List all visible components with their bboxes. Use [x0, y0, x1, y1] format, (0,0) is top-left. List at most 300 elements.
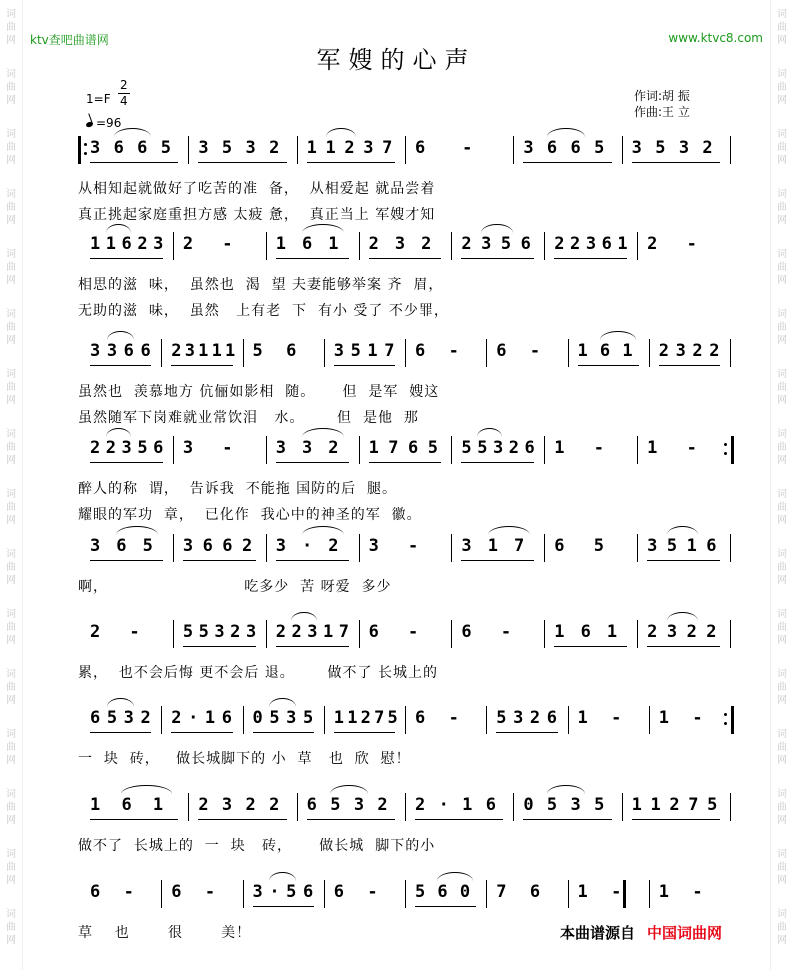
jianpu-note: 3 — [461, 536, 472, 556]
watermark-char: 网 — [6, 635, 16, 646]
barline — [405, 706, 406, 734]
watermark-char: 词 — [777, 909, 787, 920]
jianpu-note: 6 — [415, 708, 426, 728]
jianpu-note: 3 — [481, 234, 492, 254]
jianpu-note: 6 — [546, 138, 558, 158]
dash-note: - — [611, 708, 622, 728]
jianpu-note: 3 — [333, 341, 344, 361]
jianpu-note: 3 — [275, 438, 286, 458]
barline — [730, 620, 731, 648]
jianpu-note: 7 — [384, 341, 395, 361]
beam-underline — [659, 365, 720, 366]
notation-line — [78, 708, 738, 738]
watermark-char: 词 — [777, 549, 787, 560]
jianpu-note: 7 — [496, 882, 507, 902]
final-barline — [623, 880, 626, 908]
jianpu-note: 2 — [570, 234, 581, 254]
barline — [266, 534, 267, 562]
watermark-char: 词 — [6, 549, 16, 560]
watermark-block — [0, 600, 22, 660]
watermark-char: 曲 — [6, 742, 16, 753]
jianpu-note: 1 — [554, 622, 565, 642]
source-note — [560, 922, 722, 943]
watermark-block — [771, 300, 793, 360]
jianpu-note: 3 — [678, 138, 690, 158]
barline — [324, 339, 325, 367]
lyric-line-2: 真正挑起家庭重担方感 太疲 惫， 真正当上 军嫂才知 — [78, 207, 436, 223]
watermark-char: 词 — [777, 129, 787, 140]
watermark-block — [0, 660, 22, 720]
watermark-char: 词 — [777, 369, 787, 380]
jianpu-note: 2 — [647, 234, 658, 254]
watermark-char: 词 — [6, 369, 16, 380]
lyric-line-2: 虽然随军下岗难就业常饮泪 水。 但 是他 那 — [78, 410, 419, 426]
lyric-line-1: 草 也 很 美！ — [78, 925, 252, 941]
watermark-char: 网 — [777, 215, 787, 226]
jianpu-note: 5 — [546, 795, 558, 815]
jianpu-note: 2 — [182, 234, 194, 254]
jianpu-note: 2 — [171, 341, 182, 361]
beam-underline — [647, 560, 720, 561]
jianpu-note: 2 — [275, 622, 286, 642]
notation-line — [78, 234, 738, 264]
dash-note: - — [129, 622, 140, 642]
jianpu-note: 5 — [477, 438, 488, 458]
jianpu-note: 1 — [577, 341, 588, 361]
barline — [730, 793, 731, 821]
site-url-right[interactable]: www.ktvc8.com — [668, 31, 763, 45]
barline — [161, 706, 162, 734]
lyricist: 作词:胡 振 — [634, 89, 690, 103]
jianpu-note: 2 — [140, 708, 151, 728]
barline — [405, 793, 406, 821]
watermark-block — [0, 540, 22, 600]
watermark-char: 网 — [777, 455, 787, 466]
jianpu-note: 2 — [368, 234, 379, 254]
barline — [637, 232, 638, 260]
jianpu-note: 3 — [90, 536, 101, 556]
watermark-char: 曲 — [6, 682, 16, 693]
watermark-char: 网 — [6, 755, 16, 766]
jianpu-note: 6 — [123, 341, 134, 361]
jianpu-note: 6 — [221, 708, 232, 728]
barline — [243, 706, 244, 734]
jianpu-note: 6 — [485, 795, 496, 815]
dash-note: - — [408, 622, 419, 642]
jianpu-note: 1 — [577, 708, 588, 728]
beam-underline — [369, 462, 442, 463]
jianpu-note: 6 — [554, 536, 565, 556]
jianpu-note: 2 — [706, 622, 717, 642]
credits — [634, 88, 690, 120]
watermark-char: 曲 — [6, 82, 16, 93]
time-sig-bottom: 4 — [120, 94, 128, 108]
jianpu-note: 2 — [328, 536, 339, 556]
jianpu-note: 1 — [105, 234, 117, 254]
jianpu-note: 1 — [90, 234, 101, 254]
watermark-block — [771, 660, 793, 720]
watermark-char: 词 — [6, 729, 16, 740]
jianpu-note: 3 — [245, 138, 256, 158]
jianpu-note: 7 — [688, 795, 699, 815]
jianpu-note: 3 — [675, 341, 686, 361]
watermark-char: 曲 — [6, 382, 16, 393]
beam-underline — [183, 560, 256, 561]
jianpu-note: 6 — [90, 708, 101, 728]
jianpu-note: 2 — [360, 708, 371, 728]
watermark-char: 词 — [777, 729, 787, 740]
notation-line — [78, 795, 738, 825]
beam-underline — [198, 819, 286, 820]
watermark-char: 词 — [6, 489, 16, 500]
repeat-dots — [724, 440, 727, 458]
jianpu-note: 2 — [415, 795, 426, 815]
jianpu-note: 6 — [302, 234, 313, 254]
barline — [161, 880, 162, 908]
repeat-start-barline — [78, 136, 81, 164]
composer: 作曲:王 立 — [634, 105, 690, 119]
watermark-block — [0, 420, 22, 480]
watermark-char: 网 — [777, 695, 787, 706]
watermark-char: 曲 — [777, 502, 787, 513]
jianpu-note: 5 — [350, 341, 361, 361]
barline — [243, 339, 244, 367]
barline — [513, 136, 514, 164]
watermark-char: 词 — [777, 249, 787, 260]
jianpu-note: 6 — [121, 234, 132, 254]
barline — [173, 436, 174, 464]
jianpu-note: 3 — [245, 622, 257, 642]
jianpu-note: 5 — [427, 438, 438, 458]
jianpu-note: 6 — [368, 622, 379, 642]
barline — [486, 706, 487, 734]
watermark-block — [0, 180, 22, 240]
jianpu-note: 1 — [347, 708, 358, 728]
beam-underline — [276, 646, 349, 647]
barline — [405, 136, 406, 164]
jianpu-note: 2 — [90, 438, 101, 458]
beam-underline — [90, 560, 163, 561]
watermark-char: 网 — [777, 755, 787, 766]
watermark-char: 曲 — [777, 442, 787, 453]
watermark-char: 网 — [6, 335, 16, 346]
watermark-block — [0, 780, 22, 840]
jianpu-note: 2 — [529, 708, 541, 728]
jianpu-note: 6 — [222, 536, 233, 556]
watermark-char: 曲 — [6, 22, 16, 33]
jianpu-note: · — [438, 795, 449, 815]
watermark-block — [771, 600, 793, 660]
watermark-char: 曲 — [777, 142, 787, 153]
jianpu-note: 6 — [286, 341, 297, 361]
jianpu-note: 3 — [492, 438, 504, 458]
watermark-char: 网 — [6, 275, 16, 286]
barline — [188, 136, 189, 164]
jianpu-note: 3 — [286, 708, 297, 728]
jianpu-note: 6 — [437, 882, 448, 902]
watermark-block — [0, 300, 22, 360]
watermark-char: 网 — [777, 575, 787, 586]
beam-underline — [523, 819, 611, 820]
jianpu-note: 1 — [606, 622, 618, 642]
jianpu-note: 6 — [415, 341, 426, 361]
watermark-char: 曲 — [6, 502, 16, 513]
watermark-char: 词 — [6, 609, 16, 620]
watermark-char: 曲 — [777, 862, 787, 873]
jianpu-note: 2 — [230, 622, 241, 642]
watermark-char: 曲 — [777, 562, 787, 573]
watermark-char: 词 — [777, 609, 787, 620]
watermark-char: 曲 — [777, 202, 787, 213]
barline — [730, 534, 731, 562]
watermark-char: 曲 — [6, 142, 16, 153]
time-signature — [118, 78, 130, 109]
dash-note: - — [123, 882, 134, 902]
jianpu-note: 2 — [291, 622, 302, 642]
jianpu-note: 2 — [105, 438, 117, 458]
jianpu-note: 2 — [421, 234, 432, 254]
barline — [637, 620, 638, 648]
watermark-char: 曲 — [6, 922, 16, 933]
watermark-char: 词 — [6, 189, 16, 200]
watermark-block — [0, 360, 22, 420]
watermark-char: 曲 — [777, 622, 787, 633]
beam-underline — [461, 462, 534, 463]
notation-line — [78, 341, 738, 371]
jianpu-note: 2 — [669, 795, 680, 815]
barline — [173, 534, 174, 562]
site-name-left[interactable]: ktv查吧曲谱网 — [30, 33, 109, 47]
jianpu-note: 7 — [514, 536, 525, 556]
watermark-char: 网 — [6, 815, 16, 826]
jianpu-note: 6 — [302, 882, 314, 902]
dash-note: - — [611, 882, 622, 902]
jianpu-note: 1 — [225, 341, 236, 361]
watermark-char: 网 — [6, 515, 16, 526]
watermark-block — [771, 420, 793, 480]
source-site[interactable]: 中国词曲网 — [647, 924, 723, 942]
watermark-block — [771, 780, 793, 840]
jianpu-note: 3 — [182, 536, 194, 556]
jianpu-note: 1 — [323, 622, 334, 642]
lyric-line-1: 啊， 吃多少 苦 呀爱 多少 — [78, 579, 392, 595]
jianpu-note: 3 — [184, 341, 195, 361]
jianpu-note: 2 — [508, 438, 519, 458]
beam-underline — [632, 819, 720, 820]
beam-underline — [369, 258, 442, 259]
slur-arc — [291, 612, 316, 621]
watermark-char: 词 — [777, 849, 787, 860]
repeat-end-barline — [731, 706, 734, 734]
jianpu-note: 3 — [90, 341, 101, 361]
barline — [451, 534, 452, 562]
jianpu-note: 1 — [368, 438, 379, 458]
dash-note: - — [692, 882, 703, 902]
dash-note: - — [448, 341, 459, 361]
barline — [297, 136, 298, 164]
watermark-char: 网 — [6, 155, 16, 166]
barline — [324, 880, 325, 908]
jianpu-note: 1 — [617, 234, 628, 254]
jianpu-note: 1 — [462, 795, 473, 815]
watermark-block — [0, 480, 22, 540]
jianpu-note: 2 — [269, 138, 280, 158]
watermark-char: 曲 — [6, 322, 16, 333]
barline — [451, 232, 452, 260]
watermark-char: 网 — [777, 815, 787, 826]
watermark-char: 曲 — [777, 682, 787, 693]
jianpu-note: 3 — [353, 795, 365, 815]
beam-underline — [90, 732, 151, 733]
slur-arc — [107, 331, 134, 340]
dash-note: - — [529, 341, 541, 361]
watermark-char: 网 — [6, 395, 16, 406]
slur-arc — [302, 526, 344, 535]
jianpu-note: 3 — [666, 622, 678, 642]
jianpu-note: 2 — [377, 795, 388, 815]
barline — [649, 339, 650, 367]
jianpu-note: 5 — [221, 138, 233, 158]
jianpu-note: 5 — [269, 708, 280, 728]
watermark-char: 网 — [777, 155, 787, 166]
watermark-char: 网 — [6, 575, 16, 586]
jianpu-note: 6 — [408, 438, 419, 458]
watermark-char: 曲 — [6, 862, 16, 873]
jianpu-note: 2 — [328, 438, 339, 458]
barline — [359, 436, 360, 464]
jianpu-note: 5 — [666, 536, 678, 556]
watermark-char: 词 — [6, 309, 16, 320]
repeat-dots — [84, 140, 87, 158]
barline — [544, 620, 545, 648]
barline — [568, 706, 569, 734]
quarter-note-icon — [85, 121, 93, 128]
jianpu-note: 2 — [692, 341, 703, 361]
watermark-char: 词 — [777, 669, 787, 680]
slur-arc — [330, 785, 368, 794]
watermark-char: 词 — [777, 309, 787, 320]
watermark-char: 词 — [777, 789, 787, 800]
watermark-char: 曲 — [6, 442, 16, 453]
lyric-line-2: 耀眼的军功 章， 已化作 我心中的神圣的军 徽。 — [78, 507, 422, 523]
jianpu-note: 5 — [137, 438, 148, 458]
barline — [568, 880, 569, 908]
watermark-char: 词 — [777, 489, 787, 500]
jianpu-note: 2 — [269, 795, 280, 815]
watermark-block — [771, 120, 793, 180]
beam-underline — [307, 162, 395, 163]
jianpu-note: 5 — [142, 536, 153, 556]
jianpu-note: 7 — [374, 708, 385, 728]
barline — [486, 339, 487, 367]
jianpu-note: 6 — [171, 882, 182, 902]
watermark-char: 曲 — [777, 262, 787, 273]
jianpu-note: 2 — [198, 795, 209, 815]
jianpu-note: 6 — [202, 536, 213, 556]
jianpu-note: 1 — [658, 882, 669, 902]
jianpu-note: 6 — [140, 341, 151, 361]
watermark-strip-right — [770, 0, 793, 970]
watermark-char: 词 — [6, 789, 16, 800]
slur-arc — [667, 612, 699, 621]
watermark-strip-left — [0, 0, 23, 970]
jianpu-note: 1 — [367, 341, 378, 361]
beam-underline — [171, 365, 232, 366]
jianpu-note: 1 — [647, 438, 658, 458]
watermark-char: 网 — [777, 635, 787, 646]
jianpu-note: 5 — [496, 708, 507, 728]
jianpu-note: · — [302, 536, 313, 556]
jianpu-note: 1 — [328, 234, 339, 254]
jianpu-note: 1 — [622, 341, 633, 361]
barline — [622, 136, 623, 164]
jianpu-note: 3 — [368, 536, 379, 556]
watermark-block — [771, 540, 793, 600]
jianpu-note: 2 — [554, 234, 565, 254]
beam-underline — [578, 365, 639, 366]
jianpu-note: 2 — [245, 795, 256, 815]
jianpu-note: 1 — [631, 795, 642, 815]
watermark-block — [771, 720, 793, 780]
jianpu-note: 3 — [106, 341, 118, 361]
barline — [161, 339, 162, 367]
jianpu-note: 1 — [658, 708, 669, 728]
watermark-char: 曲 — [6, 262, 16, 273]
jianpu-note: 7 — [382, 138, 393, 158]
jianpu-note: 1 — [325, 138, 336, 158]
watermark-char: 词 — [6, 249, 16, 260]
jianpu-note: 6 — [121, 795, 132, 815]
jianpu-note: · — [188, 708, 199, 728]
song-title: 军嫂的心声 — [316, 46, 477, 74]
watermark-block — [771, 360, 793, 420]
watermark-char: 网 — [777, 95, 787, 106]
beam-underline — [276, 560, 349, 561]
jianpu-note: 0 — [459, 882, 471, 902]
dash-note: - — [367, 882, 378, 902]
jianpu-note: 2 — [461, 234, 472, 254]
jianpu-note: 5 — [594, 138, 605, 158]
jianpu-note: 6 — [580, 622, 591, 642]
slur-arc — [600, 331, 636, 340]
dash-note: - — [222, 234, 233, 254]
slur-arc — [326, 128, 356, 137]
barline — [637, 436, 638, 464]
jianpu-note: 5 — [302, 708, 314, 728]
jianpu-note: 0 — [523, 795, 534, 815]
watermark-block — [771, 840, 793, 900]
jianpu-note: 6 — [461, 622, 472, 642]
lyric-line-1: 从相知起就做好了吃苦的准 备， 从相爱起 就品尝着 — [78, 181, 436, 197]
lyric-line-1: 相思的滋 味， 虽然也 渴 望 夫妻能够举案 齐 眉， — [78, 277, 444, 293]
jianpu-note: 3 — [123, 708, 134, 728]
barline — [297, 793, 298, 821]
repeat-end-barline — [731, 436, 734, 464]
barline — [544, 232, 545, 260]
key-signature: 1=F — [86, 92, 111, 106]
watermark-char: 词 — [6, 849, 16, 860]
barline — [173, 232, 174, 260]
lyric-line-2: 无助的滋 味， 虽然 上有老 下 有小 受了 不少罪， — [78, 303, 449, 319]
beam-underline — [496, 732, 557, 733]
jianpu-note: 1 — [306, 138, 317, 158]
jianpu-note: 3 — [153, 234, 164, 254]
watermark-block — [771, 480, 793, 540]
jianpu-note: 3 — [394, 234, 406, 254]
jianpu-note: 2 — [137, 234, 148, 254]
dash-note: - — [692, 708, 703, 728]
lyric-line-1: 做不了 长城上的 一 块 砖， 做长城 脚下的小 — [78, 838, 436, 854]
